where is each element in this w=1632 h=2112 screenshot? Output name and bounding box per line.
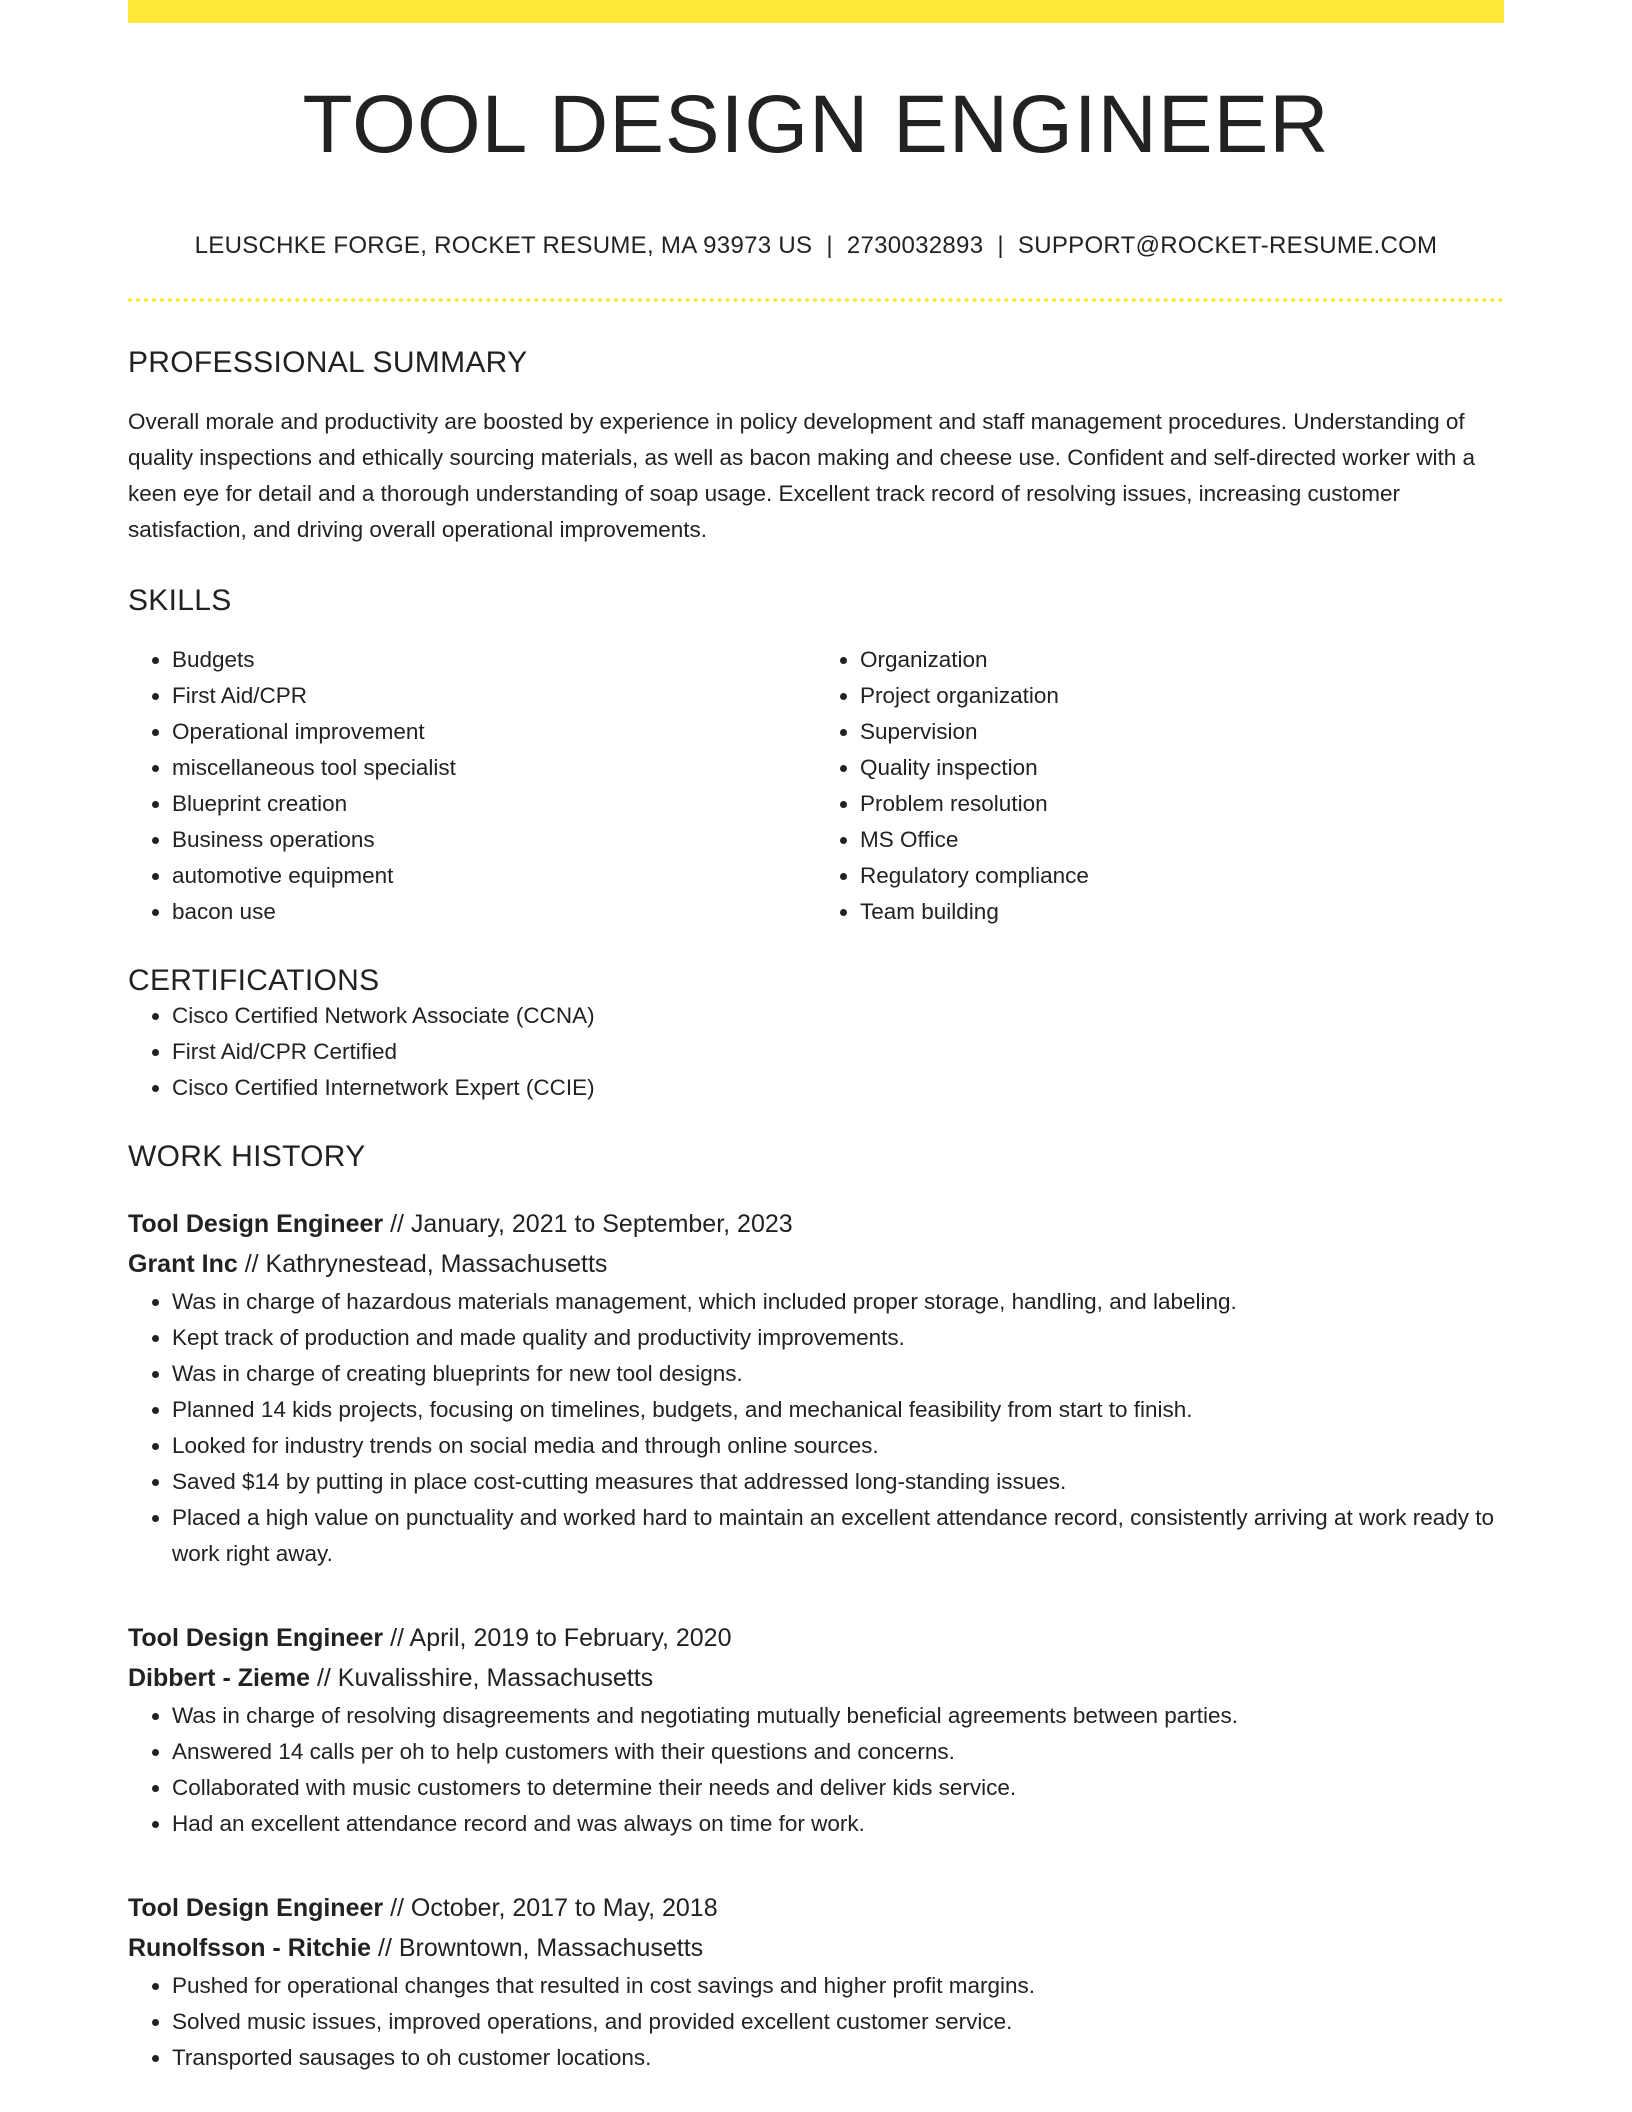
job-company-line — [128, 1244, 1504, 1284]
job-bullet: • Had an excellent attendance record and was always on time for work. — [172, 1806, 1504, 1842]
job-company: Dibbert - Zieme — [128, 1664, 310, 1693]
job-bullet: • Looked for industry trends on social media and through online sources. — [172, 1428, 1504, 1464]
contact-separator: | — [997, 232, 1004, 260]
job-bullets — [128, 1968, 1504, 2076]
job-location: // Kathrynestead, Massachusetts — [244, 1250, 608, 1279]
job-bullet: • Answered 14 calls per oh to help customers with their questions and concerns. — [172, 1734, 1504, 1770]
certification-item: • Cisco Certified Internetwork Expert (CCIE) — [172, 1070, 1504, 1106]
job-bullet: • Placed a high value on punctuality and worked hard to maintain an excellent attendance record, consistently arriving at work ready to work right away. — [172, 1500, 1504, 1572]
contact-phone: 2730032893 — [846, 232, 984, 260]
job-entry — [128, 1618, 1504, 1842]
skill-item: • automotive equipment — [172, 858, 816, 894]
skill-item: • Blueprint creation — [172, 786, 816, 822]
job-dates: // October, 2017 to May, 2018 — [390, 1894, 718, 1923]
job-bullet: • Was in charge of resolving disagreements and negotiating mutually beneficial agreements between parties. — [172, 1698, 1504, 1734]
certification-item: • Cisco Certified Network Associate (CCNA) — [172, 998, 1504, 1034]
skill-item: • bacon use — [172, 894, 816, 930]
job-company-line — [128, 1928, 1504, 1968]
skill-item: • Team building — [860, 894, 1504, 930]
job-location: // Kuvalisshire, Massachusetts — [316, 1664, 654, 1693]
skill-item: • Quality inspection — [860, 750, 1504, 786]
skill-item: • Organization — [860, 642, 1504, 678]
skill-item: • Business operations — [172, 822, 816, 858]
skills-heading: SKILLS — [128, 584, 232, 618]
dotted-divider — [128, 298, 1504, 302]
skill-item: • Regulatory compliance — [860, 858, 1504, 894]
job-dates: // April, 2019 to February, 2020 — [390, 1624, 732, 1653]
contact-address: LEUSCHKE FORGE, ROCKET RESUME, MA 93973 US — [194, 232, 813, 260]
job-title: Tool Design Engineer — [128, 1624, 384, 1653]
job-bullet: • Transported sausages to oh customer locations. — [172, 2040, 1504, 2076]
job-company-line — [128, 1658, 1504, 1698]
job-entry — [128, 1888, 1504, 2076]
job-bullet: • Was in charge of hazardous materials management, which included proper storage, handling, and labeling. — [172, 1284, 1504, 1320]
job-title-line — [128, 1204, 1504, 1244]
skill-item: • MS Office — [860, 822, 1504, 858]
skill-item: • First Aid/CPR — [172, 678, 816, 714]
certifications-list — [128, 998, 1504, 1106]
job-title: Tool Design Engineer — [128, 1894, 384, 1923]
certifications-heading: CERTIFICATIONS — [128, 964, 380, 998]
work-history-heading: WORK HISTORY — [128, 1140, 366, 1174]
certification-item: • First Aid/CPR Certified — [172, 1034, 1504, 1070]
skills-list-left — [128, 642, 816, 930]
skill-item: • miscellaneous tool specialist — [172, 750, 816, 786]
job-company: Grant Inc — [128, 1250, 238, 1279]
job-bullets — [128, 1284, 1504, 1572]
skill-item: • Budgets — [172, 642, 816, 678]
contact-email: SUPPORT@ROCKET-RESUME.COM — [1017, 232, 1438, 260]
job-title: Tool Design Engineer — [128, 1210, 384, 1239]
job-bullets — [128, 1698, 1504, 1842]
job-location: // Browntown, Massachusetts — [378, 1934, 704, 1963]
job-bullet: • Collaborated with music customers to determine their needs and deliver kids service. — [172, 1770, 1504, 1806]
job-bullet: • Was in charge of creating blueprints for new tool designs. — [172, 1356, 1504, 1392]
contact-separator: | — [826, 232, 833, 260]
skills-columns — [128, 642, 1504, 930]
job-dates: // January, 2021 to September, 2023 — [390, 1210, 793, 1239]
skill-item: • Operational improvement — [172, 714, 816, 750]
accent-bar — [128, 0, 1504, 23]
job-bullet: • Solved music issues, improved operations, and provided excellent customer service. — [172, 2004, 1504, 2040]
summary-heading: PROFESSIONAL SUMMARY — [128, 346, 528, 380]
job-bullet: • Saved $14 by putting in place cost-cutting measures that addressed long-standing issues. — [172, 1464, 1504, 1500]
skill-item: • Project organization — [860, 678, 1504, 714]
summary-text: Overall morale and productivity are boosted by experience in policy development and staff management procedures. Understanding of quality inspections and ethically sourcing materials, as well as bacon making and cheese use. Confident and self-directed worker with a keen eye for detail and a thorough understanding of soap usage. Excellent track record of resolving issues, increasing customer satisfaction, and driving overall operational improvements. — [128, 409, 1475, 543]
job-company: Runolfsson - Ritchie — [128, 1934, 372, 1963]
contact-line — [128, 232, 1504, 260]
resume-page — [128, 0, 1504, 2076]
job-bullet: • Planned 14 kids projects, focusing on timelines, budgets, and mechanical feasibility from start to finish. — [172, 1392, 1504, 1428]
skill-item: • Supervision — [860, 714, 1504, 750]
job-bullet: • Pushed for operational changes that resulted in cost savings and higher profit margins. — [172, 1968, 1504, 2004]
skill-item: • Problem resolution — [860, 786, 1504, 822]
skills-list-right — [816, 642, 1504, 930]
job-title-line — [128, 1618, 1504, 1658]
resume-title: TOOL DESIGN ENGINEER — [302, 79, 1330, 170]
job-title-line — [128, 1888, 1504, 1928]
job-bullet: • Kept track of production and made quality and productivity improvements. — [172, 1320, 1504, 1356]
job-entry — [128, 1204, 1504, 1572]
